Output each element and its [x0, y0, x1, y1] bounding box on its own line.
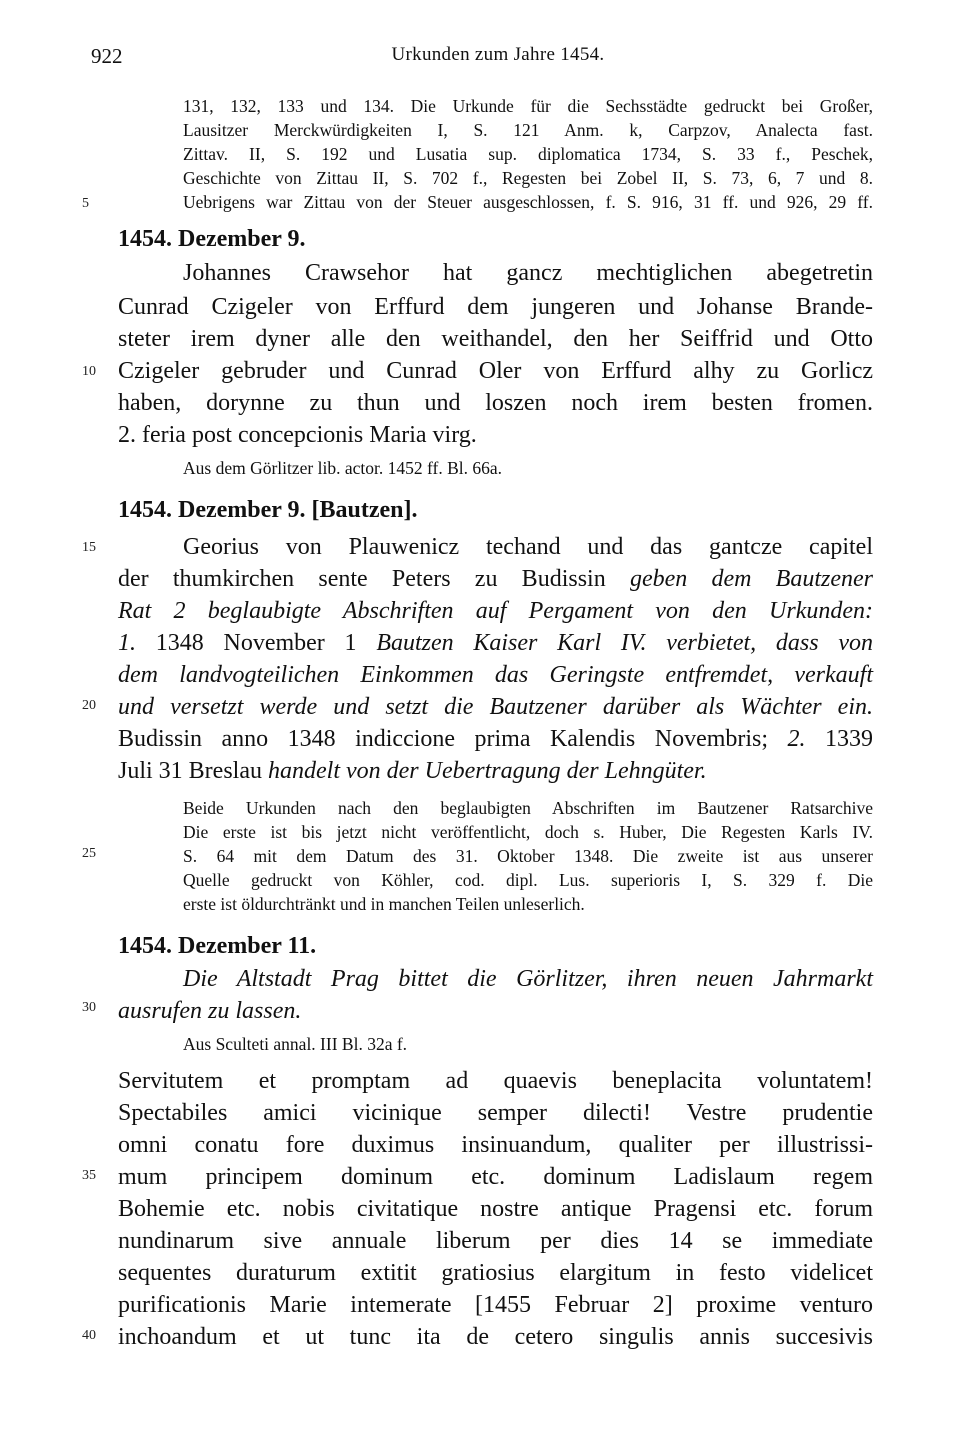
entry-heading: 1454. Dezember 9. [Bautzen].	[118, 497, 418, 523]
text-line: steter irem dyner alle den weithandel, den her Seiffrid und Otto	[118, 326, 873, 352]
line-number: 35	[82, 1168, 96, 1183]
running-head: Urkunden zum Jahre 1454.	[391, 44, 605, 65]
text-line: mum principem dominum etc. dominum Ladislaum regem	[118, 1164, 873, 1190]
text-line: Cunrad Czigeler von Erffurd dem jungeren und Johanse Brande-	[118, 294, 873, 320]
text-line: inchoandum et ut tunc ita de cetero singulis annis succesivis	[118, 1324, 873, 1350]
text-line: Bohemie etc. nobis civitatique nostre antique Pragensi etc. forum	[118, 1196, 873, 1222]
line-number: 15	[82, 540, 96, 555]
text-line: Johannes Crawsehor hat gancz mechtiglichen abegetretin	[183, 260, 873, 286]
entry-heading: 1454. Dezember 9.	[118, 226, 306, 252]
footnote-line: Zittav. II, S. 192 und Lusatia sup. diplomatica 1734, S. 33 f., Peschek,	[183, 144, 873, 164]
text-line: Budissin anno 1348 indiccione prima Kalendis Novembris; 2. 1339	[118, 726, 873, 752]
line-number: 25	[82, 846, 96, 861]
footnote-line: 131, 132, 133 und 134. Die Urkunde für die Sechsstädte gedruckt bei Großer,	[183, 96, 873, 116]
summary-line: ausrufen zu lassen.	[118, 998, 302, 1024]
line-number: 10	[82, 364, 96, 379]
text-line: Juli 31 Breslau handelt von der Uebertragung der Lehngüter.	[118, 758, 707, 784]
text-line: sequentes duraturum extitit gratiosius elargitum in festo videlicet	[118, 1260, 873, 1286]
line-number: 20	[82, 698, 96, 713]
page-header	[91, 44, 878, 74]
note-line: S. 64 mit dem Datum des 31. Oktober 1348. Die zweite ist aus unserer	[183, 846, 873, 866]
text-line: purificationis Marie intemerate [1455 Februar 2] proxime venturo	[118, 1292, 873, 1318]
text-line: und versetzt werde und setzt die Bautzener darüber als Wächter ein.	[118, 694, 873, 720]
entry-heading: 1454. Dezember 11.	[118, 933, 317, 959]
footnote-line: Uebrigens war Zittau von der Steuer ausgeschlossen, f. S. 916, 31 ff. und 926, 29 ff.	[183, 192, 873, 212]
text-line: dem landvogteilichen Einkommen das Geringste entfremdet, verkauft	[118, 662, 873, 688]
text-line: Servitutem et promptam ad quaevis beneplacita voluntatem!	[118, 1068, 873, 1094]
text-line: Rat 2 beglaubigte Abschriften auf Pergament von den Urkunden:	[118, 598, 873, 624]
text-line: der thumkirchen sente Peters zu Budissin geben dem Bautzener	[118, 566, 873, 592]
text-line: nundinarum sive annuale liberum per dies 14 se immediate	[118, 1228, 873, 1254]
note-line: erste ist öldurchtränkt und in manchen Teilen unleserlich.	[183, 894, 585, 914]
source-note: Aus dem Görlitzer lib. actor. 1452 ff. Bl. 66a.	[183, 458, 502, 478]
source-note: Aus Sculteti annal. III Bl. 32a f.	[183, 1034, 408, 1054]
note-line: Quelle gedruckt von Köhler, cod. dipl. Lus. superioris I, S. 329 f. Die	[183, 870, 873, 890]
text-line: haben, dorynne zu thun und loszen noch irem besten fromen.	[118, 390, 873, 416]
note-line: Beide Urkunden nach den beglaubigten Abschriften im Bautzener Ratsarchive	[183, 798, 873, 818]
line-number: 40	[82, 1328, 96, 1343]
text-line: 1. 1348 November 1 Bautzen Kaiser Karl IV. verbietet, dass von	[118, 630, 874, 656]
text-line: Spectabiles amici vicinique semper dilecti! Vestre prudentie	[118, 1100, 873, 1126]
summary-line: Die Altstadt Prag bittet die Görlitzer, ihren neuen Jahrmarkt	[183, 966, 873, 992]
page-number: 922	[91, 44, 123, 68]
line-number: 30	[82, 1000, 96, 1015]
text-line: omni conatu fore duximus insinuandum, qualiter per illustrissi-	[118, 1132, 873, 1158]
text-line: 2. feria post concepcionis Maria virg.	[118, 422, 477, 448]
footnote-line: Geschichte von Zittau II, S. 702 f., Regesten bei Zobel II, S. 73, 6, 7 und 8.	[183, 168, 873, 188]
line-number: 5	[82, 196, 89, 211]
footnote-line: Lausitzer Merckwürdigkeiten I, S. 121 Anm. k, Carpzov, Analecta fast.	[183, 120, 873, 140]
text-line: Georius von Plauwenicz techand und das gantcze capitel	[183, 534, 873, 560]
text-line: Czigeler gebruder und Cunrad Oler von Erffurd alhy zu Gorlicz	[118, 358, 873, 384]
note-line: Die erste ist bis jetzt nicht veröffentlicht, doch s. Huber, Die Regesten Karls IV.	[183, 822, 873, 842]
